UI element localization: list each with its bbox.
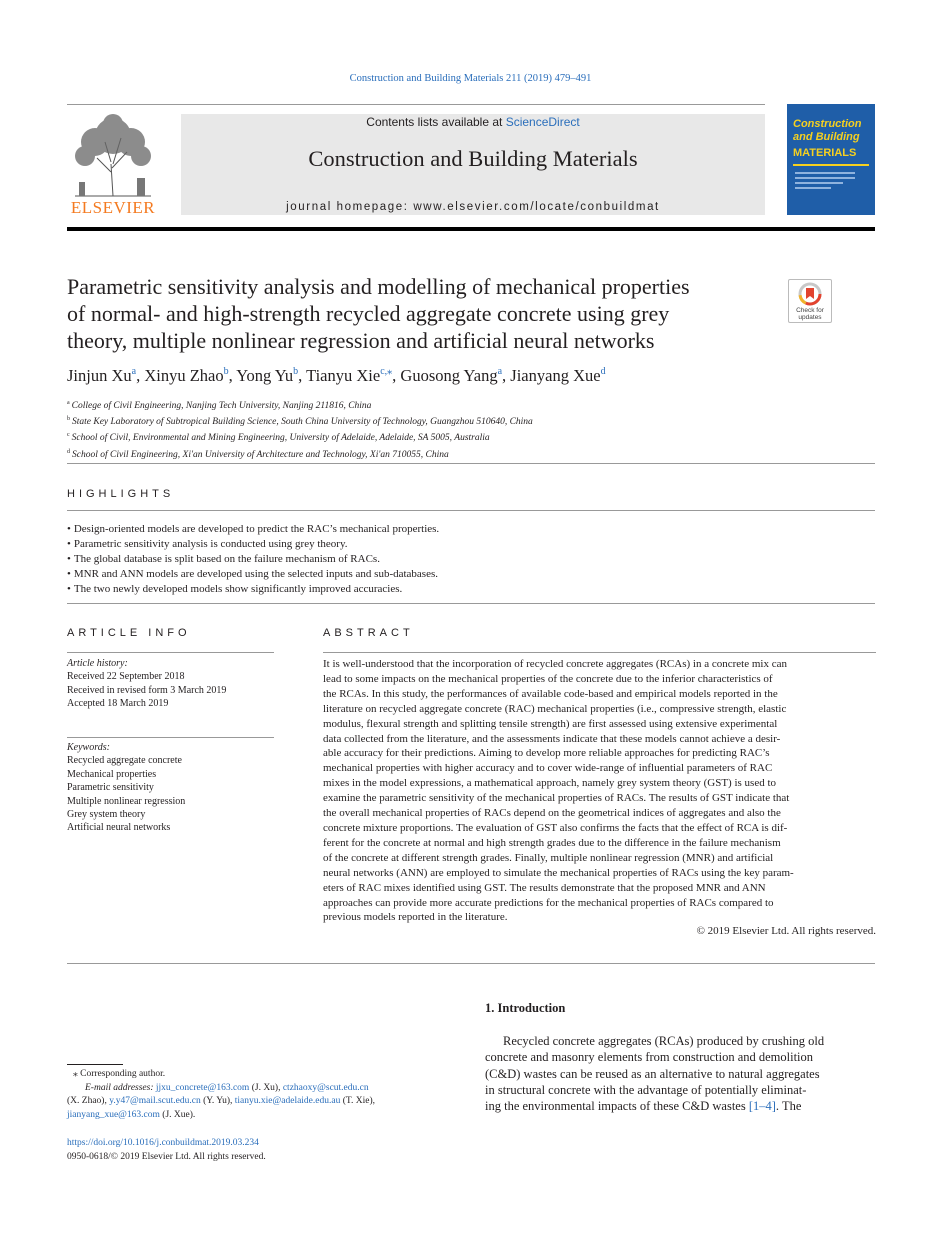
doi-link[interactable]: https://doi.org/10.1016/j.conbuildmat.2019.03.234 — [67, 1138, 259, 1148]
introduction-text: Recycled concrete aggregates (RCAs) produced by crushing old concrete and masonry elements from construction and demolition (C&D) wastes can be reused as an alternative to natural aggregates in structural concrete with the advantage of potentially eliminat- ing the environmental impacts of these C&D wastes [1–4]. The — [485, 1034, 825, 1114]
author[interactable]: Yong Yu$^b$ — [236, 366, 299, 385]
email-link[interactable]: ctzhaoxy@scut.edu.cn — [282, 1082, 369, 1093]
abstract-text: It is well-understood that the incorporation of recycled concrete aggregates (RCAs) in a concrete mix can lead to some impacts on the mechanical properties of the concrete due to the inferior characteristics of the RCAs. In this study, the performances of available code-based and empirical models reported in the literature on recycled aggregate concrete (RAC) mechanical properties (i.e., compressive strength, elastic modulus, flexural strength and splitting tensile strength) are first assessed using extensive experimental data collected from the literature, and the assessments indicate that these models cannot achieve a desir- able accuracy for their predictions. Aiming to develop more reliable approaches for predicting RAC’s mechanical properties with higher accuracy and to cover wide-range of influential parameters of RAC mixes in the model expressions, a mathematical approach, namely grey system theory (GST) is used to examine the parametric sensitivity of the mechanical properties of RACs. The results of GST indicate that the overall mechanical properties of RACs depend on the geometrical indices of aggregates and also the concrete mixture proportions. The evaluation of GST also confirms the facts that the effect of RCA is dif- ferent for the concrete at normal and high strength grades due to the difference in the failure mechanism of the concrete at different strength grades. Finally, multiple nonlinear regression (MNR) and artificial neural networks (ANN) are employed to simulate the mechanical properties of RACs using the key param- eters of RAC mixes identified using GST. The results demonstrate that the proposed MNR and ANN approaches can provide more accurate predictions for the mechanical properties of RACs compared to previous models reported in the literature. — [323, 658, 794, 924]
header-bottom-rule — [67, 227, 875, 231]
affiliation: $^d$ School of Civil Engineering, Xi'an University of Architecture and Technology, Xi'an 710055, China — [67, 448, 449, 460]
sciencedirect-link[interactable]: ScienceDirect — [505, 115, 580, 129]
cover-text-lines — [795, 172, 855, 192]
abstract-heading: ABSTRACT — [323, 627, 414, 639]
divider — [67, 603, 875, 604]
highlight-item: • Parametric sensitivity analysis is conducted using grey theory. — [67, 537, 875, 552]
section-heading-introduction: 1. Introduction — [485, 1001, 566, 1015]
affiliation: $^c$ School of Civil, Environmental and Mining Engineering, University of Adelaide, Adelaide, SA 5005, Australia — [67, 432, 490, 444]
divider — [67, 652, 274, 653]
author[interactable]: Guosong Yang$^a$ — [400, 366, 503, 385]
affiliations — [67, 397, 875, 462]
highlight-item: • MNR and ANN models are developed using the selected inputs and sub-databases. — [67, 567, 875, 582]
divider — [323, 652, 876, 653]
elsevier-wordmark: ELSEVIER — [70, 198, 156, 217]
journal-title: Construction and Building Materials — [308, 146, 638, 171]
abstract-copyright: © 2019 Elsevier Ltd. All rights reserved. — [696, 925, 876, 937]
corresponding-author-note: ⁎ Corresponding author. — [73, 1069, 166, 1079]
journal-cover-thumbnail[interactable] — [787, 104, 875, 215]
issn-copyright: 0950-0618/© 2019 Elsevier Ltd. All rights reserved. — [67, 1151, 266, 1162]
affiliation: $^b$ State Key Laboratory of Subtropical Building Science, South China University of Technology, Guangzhou 510640, China — [67, 416, 533, 428]
divider — [67, 737, 274, 738]
cover-title: Construction and Building — [793, 118, 862, 143]
keywords: Keywords: Recycled aggregate concrete Mechanical properties Parametric sensitivity Multiple nonlinear regression Grey system theory Artificial neural networks — [67, 741, 274, 835]
contents-line — [181, 115, 765, 129]
keyword: Multiple nonlinear regression — [67, 795, 186, 807]
divider — [67, 510, 875, 511]
contents-prefix: Contents lists available at — [366, 115, 506, 129]
email-link[interactable]: y.y47@mail.scut.edu.cn — [109, 1096, 201, 1107]
email-link[interactable]: jjxu_concrete@163.com — [155, 1082, 250, 1093]
journal-citation[interactable]: Construction and Building Materials 211 (2019) 479–491 — [349, 73, 592, 84]
author-list: Jinjun Xu$^a$, Xinyu Zhao$^b$, Yong Yu$^b$, Tianyu Xie$^{c,⁎}$, Guosong Yang$^a$, Jianyang Xue$^d$ — [67, 366, 606, 385]
journal-homepage[interactable]: journal homepage: www.elsevier.com/locate/conbuildmat — [286, 201, 660, 213]
keyword: Grey system theory — [67, 809, 146, 821]
highlight-item: • Design-oriented models are developed to predict the RAC’s mechanical properties. — [67, 522, 875, 537]
footnote-rule — [67, 1064, 123, 1065]
keyword: Parametric sensitivity — [67, 782, 154, 794]
keyword: Artificial neural networks — [67, 822, 171, 834]
keyword: Mechanical properties — [67, 768, 157, 780]
header-top-rule — [67, 104, 765, 105]
author[interactable]: Xinyu Zhao$^b$ — [144, 366, 229, 385]
affiliation: $^a$ College of Civil Engineering, Nanjing Tech University, Nanjing 211816, China — [67, 400, 372, 411]
author[interactable]: Tianyu Xie$^{c,⁎}$ — [306, 366, 393, 385]
highlight-item: • The global database is split based on the failure mechanism of RACs. — [67, 552, 875, 567]
cover-stripe — [793, 164, 869, 166]
article-info-heading: ARTICLE INFO — [67, 627, 191, 639]
email-link[interactable]: jianyang_xue@163.com — [67, 1109, 160, 1120]
badge-label: Check for updates — [796, 307, 824, 321]
check-for-updates-badge[interactable] — [788, 279, 832, 323]
cover-subtitle: MATERIALS — [793, 147, 857, 159]
highlights-list — [67, 522, 875, 597]
divider — [67, 963, 875, 964]
email-link[interactable]: tianyu.xie@adelaide.edu.au — [234, 1096, 341, 1107]
highlights-heading: HIGHLIGHTS — [67, 488, 175, 500]
doi-block — [67, 1137, 266, 1164]
divider — [67, 463, 875, 464]
citation-link[interactable]: [1–4] — [748, 1099, 776, 1114]
author[interactable]: Jianyang Xue$^d$ — [510, 366, 606, 385]
highlight-item: • The two newly developed models show significantly improved accuracies. — [67, 582, 875, 597]
bookmark-icon — [789, 280, 831, 306]
article-history: Article history: Received 22 September 2018 Received in revised form 3 March 2019 Accepted 18 March 2019 — [67, 658, 227, 710]
footnote: ⁎ Corresponding author. E-mail addresses: jjxu_concrete@163.com (J. Xu), ctzhaoxy@scut.edu.cn (X. Zhao), y.y47@mail.scut.edu.cn (Y. Yu), tianyu.xie@adelaide.edu.au (T. Xie), jianyang_xue@163.com (J. Xue). — [67, 1068, 457, 1122]
author[interactable]: Jinjun Xu$^a$ — [67, 366, 137, 385]
keyword: Recycled aggregate concrete — [67, 755, 182, 767]
article-title: Parametric sensitivity analysis and modelling of mechanical properties of normal- and high-strength recycled aggregate concrete using grey theory, multiple nonlinear regression and artificial neural networks — [67, 274, 690, 353]
